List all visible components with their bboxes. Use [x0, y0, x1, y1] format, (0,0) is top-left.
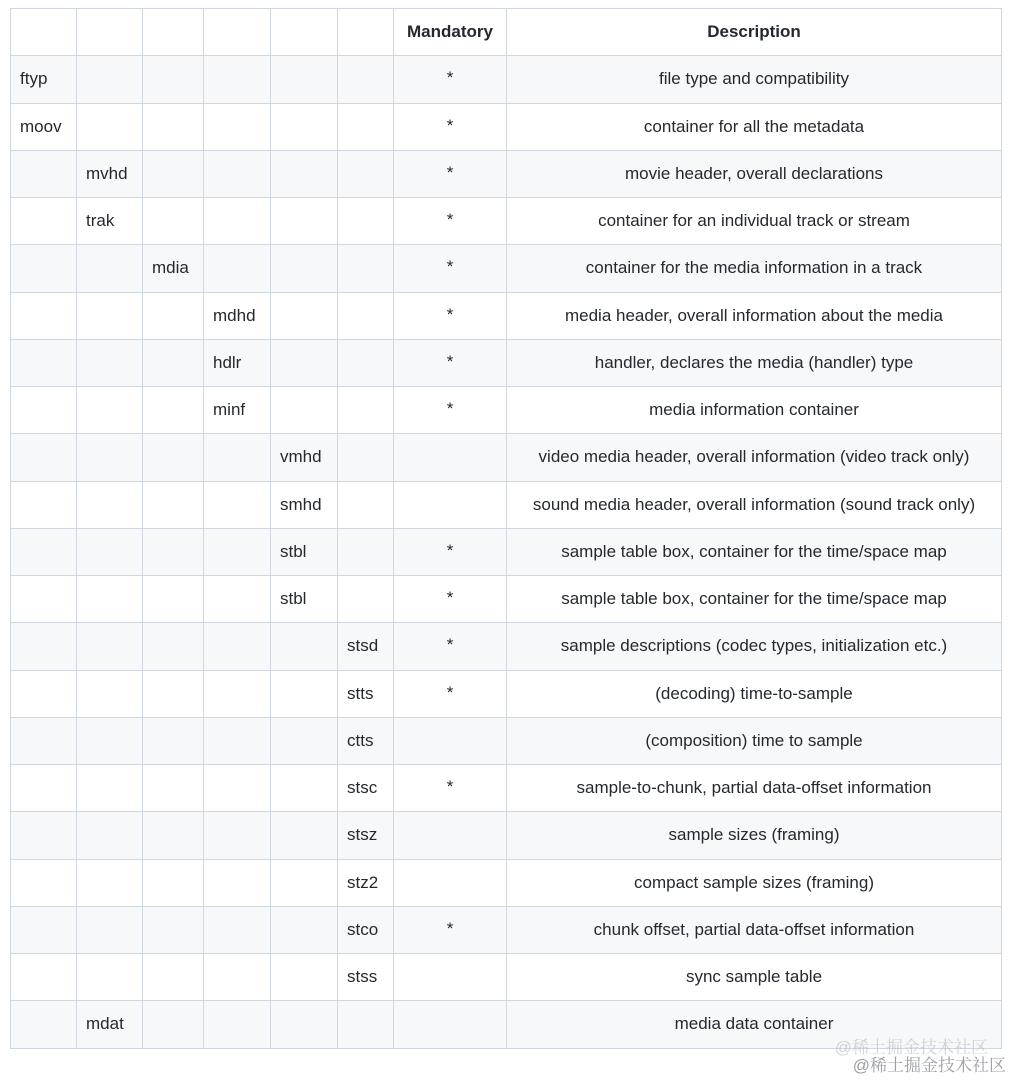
- empty-level-cell: [143, 765, 204, 812]
- box-name-cell: trak: [77, 198, 143, 245]
- box-name-cell: hdlr: [204, 339, 271, 386]
- empty-level-cell: [338, 481, 394, 528]
- empty-level-cell: [143, 906, 204, 953]
- empty-level-cell: [204, 765, 271, 812]
- table-row: [11, 56, 1002, 103]
- mandatory-cell: [394, 859, 507, 906]
- mandatory-cell: *: [394, 576, 507, 623]
- table-row: [11, 434, 1002, 481]
- empty-level-cell: [11, 434, 77, 481]
- table-row: [11, 765, 1002, 812]
- box-name-cell: smhd: [271, 481, 338, 528]
- description-cell: sample sizes (framing): [507, 812, 1002, 859]
- box-name-cell: mdhd: [204, 292, 271, 339]
- empty-level-cell: [77, 954, 143, 1001]
- empty-level-cell: [271, 765, 338, 812]
- empty-level-cell: [204, 670, 271, 717]
- empty-level-cell: [77, 765, 143, 812]
- table-row: [11, 906, 1002, 953]
- empty-level-cell: [338, 245, 394, 292]
- mandatory-cell: *: [394, 292, 507, 339]
- empty-level-cell: [77, 717, 143, 764]
- table-row: [11, 576, 1002, 623]
- empty-level-cell: [271, 387, 338, 434]
- header-level-1: [77, 9, 143, 56]
- empty-level-cell: [204, 859, 271, 906]
- description-cell: sync sample table: [507, 954, 1002, 1001]
- empty-level-cell: [143, 670, 204, 717]
- table-row: [11, 387, 1002, 434]
- watermark: @稀土掘金技术社区: [852, 1056, 1006, 1075]
- table-row: [11, 812, 1002, 859]
- box-name-cell: stco: [338, 906, 394, 953]
- description-cell: sample table box, container for the time/space map: [507, 528, 1002, 575]
- empty-level-cell: [271, 292, 338, 339]
- empty-level-cell: [11, 906, 77, 953]
- empty-level-cell: [338, 387, 394, 434]
- empty-level-cell: [11, 1001, 77, 1048]
- description-cell: movie header, overall declarations: [507, 150, 1002, 197]
- empty-level-cell: [204, 906, 271, 953]
- empty-level-cell: [143, 812, 204, 859]
- mandatory-cell: *: [394, 103, 507, 150]
- empty-level-cell: [11, 954, 77, 1001]
- box-name-cell: minf: [204, 387, 271, 434]
- empty-level-cell: [11, 150, 77, 197]
- empty-level-cell: [77, 387, 143, 434]
- empty-level-cell: [11, 528, 77, 575]
- empty-level-cell: [204, 623, 271, 670]
- table-body: [11, 56, 1002, 1048]
- empty-level-cell: [143, 198, 204, 245]
- empty-level-cell: [77, 859, 143, 906]
- box-name-cell: stsc: [338, 765, 394, 812]
- box-name-cell: ftyp: [11, 56, 77, 103]
- watermark-shadow: @稀土掘金技术社区: [834, 1038, 988, 1057]
- empty-level-cell: [77, 576, 143, 623]
- empty-level-cell: [204, 528, 271, 575]
- header-level-0: [11, 9, 77, 56]
- empty-level-cell: [77, 103, 143, 150]
- empty-level-cell: [271, 717, 338, 764]
- empty-level-cell: [11, 339, 77, 386]
- empty-level-cell: [77, 906, 143, 953]
- description-cell: sound media header, overall information (sound track only): [507, 481, 1002, 528]
- description-cell: handler, declares the media (handler) type: [507, 339, 1002, 386]
- mandatory-cell: *: [394, 198, 507, 245]
- header-level-2: [143, 9, 204, 56]
- table-row: [11, 198, 1002, 245]
- table-row: [11, 670, 1002, 717]
- header-level-4: [271, 9, 338, 56]
- header-level-5: [338, 9, 394, 56]
- empty-level-cell: [11, 670, 77, 717]
- description-cell: file type and compatibility: [507, 56, 1002, 103]
- mandatory-cell: *: [394, 670, 507, 717]
- description-cell: container for the media information in a track: [507, 245, 1002, 292]
- mandatory-cell: *: [394, 528, 507, 575]
- empty-level-cell: [271, 245, 338, 292]
- mandatory-cell: [394, 812, 507, 859]
- empty-level-cell: [204, 198, 271, 245]
- empty-level-cell: [204, 717, 271, 764]
- empty-level-cell: [143, 339, 204, 386]
- empty-level-cell: [11, 245, 77, 292]
- table-row: [11, 859, 1002, 906]
- empty-level-cell: [338, 150, 394, 197]
- empty-level-cell: [143, 481, 204, 528]
- box-name-cell: stz2: [338, 859, 394, 906]
- box-name-cell: moov: [11, 103, 77, 150]
- mandatory-cell: *: [394, 245, 507, 292]
- empty-level-cell: [143, 954, 204, 1001]
- empty-level-cell: [143, 103, 204, 150]
- mandatory-cell: [394, 954, 507, 1001]
- mandatory-cell: *: [394, 387, 507, 434]
- header-mandatory: Mandatory: [394, 9, 507, 56]
- empty-level-cell: [204, 1001, 271, 1048]
- description-cell: video media header, overall information (video track only): [507, 434, 1002, 481]
- description-cell: media data container: [507, 1001, 1002, 1048]
- empty-level-cell: [338, 1001, 394, 1048]
- description-cell: (composition) time to sample: [507, 717, 1002, 764]
- description-cell: media header, overall information about the media: [507, 292, 1002, 339]
- empty-level-cell: [338, 198, 394, 245]
- empty-level-cell: [77, 481, 143, 528]
- mandatory-cell: [394, 1001, 507, 1048]
- empty-level-cell: [204, 150, 271, 197]
- empty-level-cell: [271, 56, 338, 103]
- header-level-3: [204, 9, 271, 56]
- table-row: [11, 528, 1002, 575]
- mandatory-cell: *: [394, 906, 507, 953]
- empty-level-cell: [143, 150, 204, 197]
- empty-level-cell: [143, 528, 204, 575]
- box-name-cell: mdat: [77, 1001, 143, 1048]
- description-cell: (decoding) time-to-sample: [507, 670, 1002, 717]
- empty-level-cell: [204, 576, 271, 623]
- empty-level-cell: [77, 528, 143, 575]
- table-header-row: [11, 9, 1002, 56]
- table-row: [11, 103, 1002, 150]
- empty-level-cell: [143, 576, 204, 623]
- empty-level-cell: [204, 954, 271, 1001]
- empty-level-cell: [11, 481, 77, 528]
- empty-level-cell: [204, 245, 271, 292]
- description-cell: compact sample sizes (framing): [507, 859, 1002, 906]
- empty-level-cell: [77, 623, 143, 670]
- empty-level-cell: [338, 292, 394, 339]
- empty-level-cell: [338, 576, 394, 623]
- empty-level-cell: [143, 623, 204, 670]
- box-name-cell: stts: [338, 670, 394, 717]
- empty-level-cell: [11, 576, 77, 623]
- empty-level-cell: [338, 528, 394, 575]
- mandatory-cell: [394, 717, 507, 764]
- box-name-cell: stss: [338, 954, 394, 1001]
- box-name-cell: mdia: [143, 245, 204, 292]
- description-cell: container for all the metadata: [507, 103, 1002, 150]
- empty-level-cell: [271, 339, 338, 386]
- mandatory-cell: *: [394, 765, 507, 812]
- empty-level-cell: [271, 954, 338, 1001]
- empty-level-cell: [143, 859, 204, 906]
- empty-level-cell: [143, 434, 204, 481]
- empty-level-cell: [271, 1001, 338, 1048]
- empty-level-cell: [77, 245, 143, 292]
- table-row: [11, 481, 1002, 528]
- empty-level-cell: [271, 150, 338, 197]
- empty-level-cell: [338, 56, 394, 103]
- table-row: [11, 339, 1002, 386]
- empty-level-cell: [11, 623, 77, 670]
- box-name-cell: stsz: [338, 812, 394, 859]
- empty-level-cell: [11, 859, 77, 906]
- mandatory-cell: *: [394, 623, 507, 670]
- empty-level-cell: [143, 387, 204, 434]
- box-name-cell: vmhd: [271, 434, 338, 481]
- empty-level-cell: [11, 717, 77, 764]
- mandatory-cell: [394, 434, 507, 481]
- empty-level-cell: [271, 670, 338, 717]
- empty-level-cell: [143, 56, 204, 103]
- description-cell: media information container: [507, 387, 1002, 434]
- box-name-cell: ctts: [338, 717, 394, 764]
- empty-level-cell: [271, 623, 338, 670]
- table-row: [11, 150, 1002, 197]
- empty-level-cell: [77, 56, 143, 103]
- empty-level-cell: [11, 765, 77, 812]
- empty-level-cell: [77, 670, 143, 717]
- box-name-cell: mvhd: [77, 150, 143, 197]
- empty-level-cell: [204, 434, 271, 481]
- empty-level-cell: [77, 434, 143, 481]
- empty-level-cell: [143, 292, 204, 339]
- description-cell: sample descriptions (codec types, initialization etc.): [507, 623, 1002, 670]
- empty-level-cell: [143, 717, 204, 764]
- empty-level-cell: [11, 198, 77, 245]
- empty-level-cell: [271, 812, 338, 859]
- mandatory-cell: [394, 481, 507, 528]
- empty-level-cell: [271, 103, 338, 150]
- table-row: [11, 717, 1002, 764]
- table-row: [11, 623, 1002, 670]
- description-cell: sample-to-chunk, partial data-offset information: [507, 765, 1002, 812]
- empty-level-cell: [204, 481, 271, 528]
- empty-level-cell: [77, 292, 143, 339]
- mandatory-cell: *: [394, 150, 507, 197]
- mp4-box-structure-table: [10, 8, 1002, 1049]
- description-cell: container for an individual track or stream: [507, 198, 1002, 245]
- empty-level-cell: [338, 339, 394, 386]
- box-name-cell: stsd: [338, 623, 394, 670]
- box-name-cell: stbl: [271, 576, 338, 623]
- table-row: [11, 292, 1002, 339]
- empty-level-cell: [11, 812, 77, 859]
- description-cell: chunk offset, partial data-offset information: [507, 906, 1002, 953]
- empty-level-cell: [143, 1001, 204, 1048]
- empty-level-cell: [204, 812, 271, 859]
- empty-level-cell: [204, 56, 271, 103]
- empty-level-cell: [204, 103, 271, 150]
- table-row: [11, 954, 1002, 1001]
- empty-level-cell: [338, 103, 394, 150]
- header-description: Description: [507, 9, 1002, 56]
- mandatory-cell: *: [394, 56, 507, 103]
- box-name-cell: stbl: [271, 528, 338, 575]
- empty-level-cell: [77, 339, 143, 386]
- empty-level-cell: [271, 859, 338, 906]
- empty-level-cell: [271, 906, 338, 953]
- description-cell: sample table box, container for the time/space map: [507, 576, 1002, 623]
- table-row: [11, 245, 1002, 292]
- empty-level-cell: [11, 387, 77, 434]
- mandatory-cell: *: [394, 339, 507, 386]
- empty-level-cell: [338, 434, 394, 481]
- empty-level-cell: [77, 812, 143, 859]
- empty-level-cell: [271, 198, 338, 245]
- empty-level-cell: [11, 292, 77, 339]
